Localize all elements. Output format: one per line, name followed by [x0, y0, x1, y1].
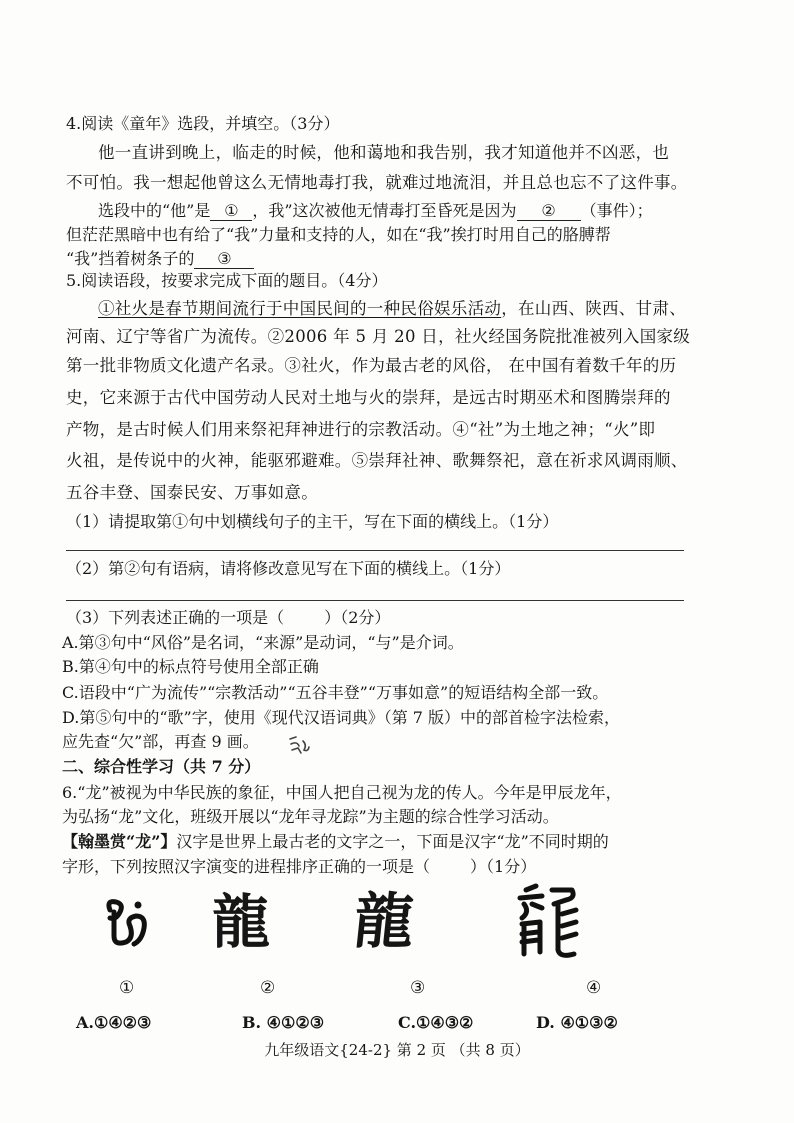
q6-line-1: 6.“龙”被视为中华民族的象征，中国人把自己视为龙的传人。今年是甲辰龙年，: [62, 783, 622, 802]
glyph-number-4: ④: [586, 978, 602, 998]
q6-text: 汉字是世界上最古老的文字之一，下面是汉字“龙”不同时期的: [176, 832, 609, 851]
dragon-traditional-glyph-2: 龍: [212, 888, 271, 956]
q5-title: 5.阅读语段，按要求完成下面的题目。（4分）: [66, 271, 388, 290]
q4-fill-line-1: [98, 200, 653, 222]
q5-sub3-text: ）（2分）: [324, 608, 391, 627]
q6-text: ）（1分）: [470, 857, 537, 876]
q6-option-a: A.①④②③: [76, 1013, 152, 1032]
q5-passage-line-5: 产物，是古时候人们用来祭祀拜神进行的宗教活动。④“社”为土地之神；“火”即: [66, 420, 656, 439]
dragon-oracle-glyph-icon: [100, 896, 152, 952]
q5-option-d-cont: 应先查“欠”部，再查 9 画。: [62, 732, 259, 751]
answer-line-1[interactable]: [66, 550, 684, 551]
q5-option-c: C.语段中“广为流传”“宗教活动”“五谷丰登”“万事如意”的短语结构全部一致。: [62, 683, 609, 702]
q6-text: 字形，下列按照汉字演变的进程排序正确的一项是（: [62, 857, 431, 876]
q6-option-c: C.①④③②: [398, 1013, 474, 1032]
answer-line-2[interactable]: [66, 600, 684, 601]
glyph-number-1: ①: [119, 978, 135, 998]
q6-option-d: D. ④①③②: [536, 1013, 618, 1032]
q4-fill-text: ，我”这次被他无情毒打至昏死是因为: [252, 201, 517, 220]
q5-sub-3: [66, 607, 390, 629]
q6-line-2: 为弘扬“龙”文化，班级开展以“龙年寻龙踪”为主题的综合性学习活动。: [62, 807, 559, 826]
q4-blank-1[interactable]: ①: [210, 202, 252, 221]
glyph-number-3: ③: [410, 978, 426, 998]
dragon-seal-glyph-icon: [512, 882, 584, 962]
q4-fill-text: “我”挡着树条子的: [66, 249, 195, 268]
q5-option-a: A.第③句中“风俗”是名词，“来源”是动词，“与”是介词。: [62, 633, 464, 652]
section-heading: 二、综合性学习（共 7 分）: [62, 757, 261, 776]
q4-fill-line-3: [66, 248, 254, 270]
q5-passage-line-1: [98, 298, 686, 320]
q6-line-4: [62, 856, 536, 878]
q5-sub3-text: （3）下列表述正确的一项是（: [66, 608, 285, 627]
q5-option-b: B.第④句中的标点符号使用全部正确: [62, 657, 319, 676]
glyph-number-2: ②: [260, 978, 276, 998]
q4-blank-2[interactable]: ②: [517, 202, 581, 221]
q6-option-b: B. ④①②③: [242, 1013, 325, 1032]
q5-passage-line-4: 史，它来源于古代中国劳动人民对土地与火的崇拜，是远古时期巫术和图腾崇拜的: [66, 388, 671, 407]
q6-tag: 【翰墨赏“龙”】: [62, 832, 177, 851]
q5-passage-line-7: 五谷丰登、国泰民安、万事如意。: [66, 483, 318, 502]
q5-underlined-sentence: ①社火是春节期间流行于中国民间的一种民俗娱乐活动: [98, 299, 502, 318]
q4-fill-line-2: 但茫茫黑暗中也有给了“我”力量和支持的人，如在“我”挨打时用自己的胳膊帮: [66, 225, 611, 244]
q5-passage-line-6: 火祖，是传说中的火神，能驱邪避难。⑤崇拜社神、歌舞祭祀，意在祈求风调雨顺、: [66, 451, 688, 470]
q4-blank-3[interactable]: ③: [194, 250, 254, 269]
q4-passage-line-2: 不可怕。我一想起他曾这么无情地毒打我，就难过地流泪，并且总也忘不了这件事。: [66, 173, 688, 192]
q4-fill-text: 选段中的“他”是: [98, 201, 211, 220]
q4-fill-text: （事件）；: [580, 201, 653, 220]
handwritten-mark-icon: [287, 735, 311, 757]
dragon-traditional-glyph-3: 龍: [350, 887, 418, 957]
q4-passage-line-1: 他一直讲到晚上，临走的时候，他和蔼地和我告别，我才知道他并不凶恶，也: [98, 143, 670, 162]
q6-line-3: [62, 831, 609, 853]
q5-sub-1: （1）请提取第①句中划横线句子的主干，写在下面的横线上。（1分）: [66, 512, 559, 531]
q5-passage-line-3: 第一批非物质文化遗产名录。③社火，作为最古老的风俗， 在中国有着数千年的历: [66, 356, 677, 375]
q5-passage-line-2: 河南、辽宁等省广为流传。②2006 年 5 月 20 日，社火经国务院批准被列入国家级: [66, 327, 691, 346]
q5-option-d: D.第⑤句中的“歌”字，使用《现代汉语词典》（第 7 版）中的部首检字法检索，: [62, 708, 621, 727]
q5-text: ，在山西、陕西、甘肃、: [501, 299, 687, 318]
q5-sub-2: （2）第②句有语病，请将修改意见写在下面的横线上。（1分）: [66, 559, 511, 578]
q4-title: 4.阅读《童年》选段，并填空。（3分）: [66, 114, 340, 133]
page-footer: 九年级语文{24-2} 第 2 页 （共 8 页）: [264, 1041, 530, 1059]
